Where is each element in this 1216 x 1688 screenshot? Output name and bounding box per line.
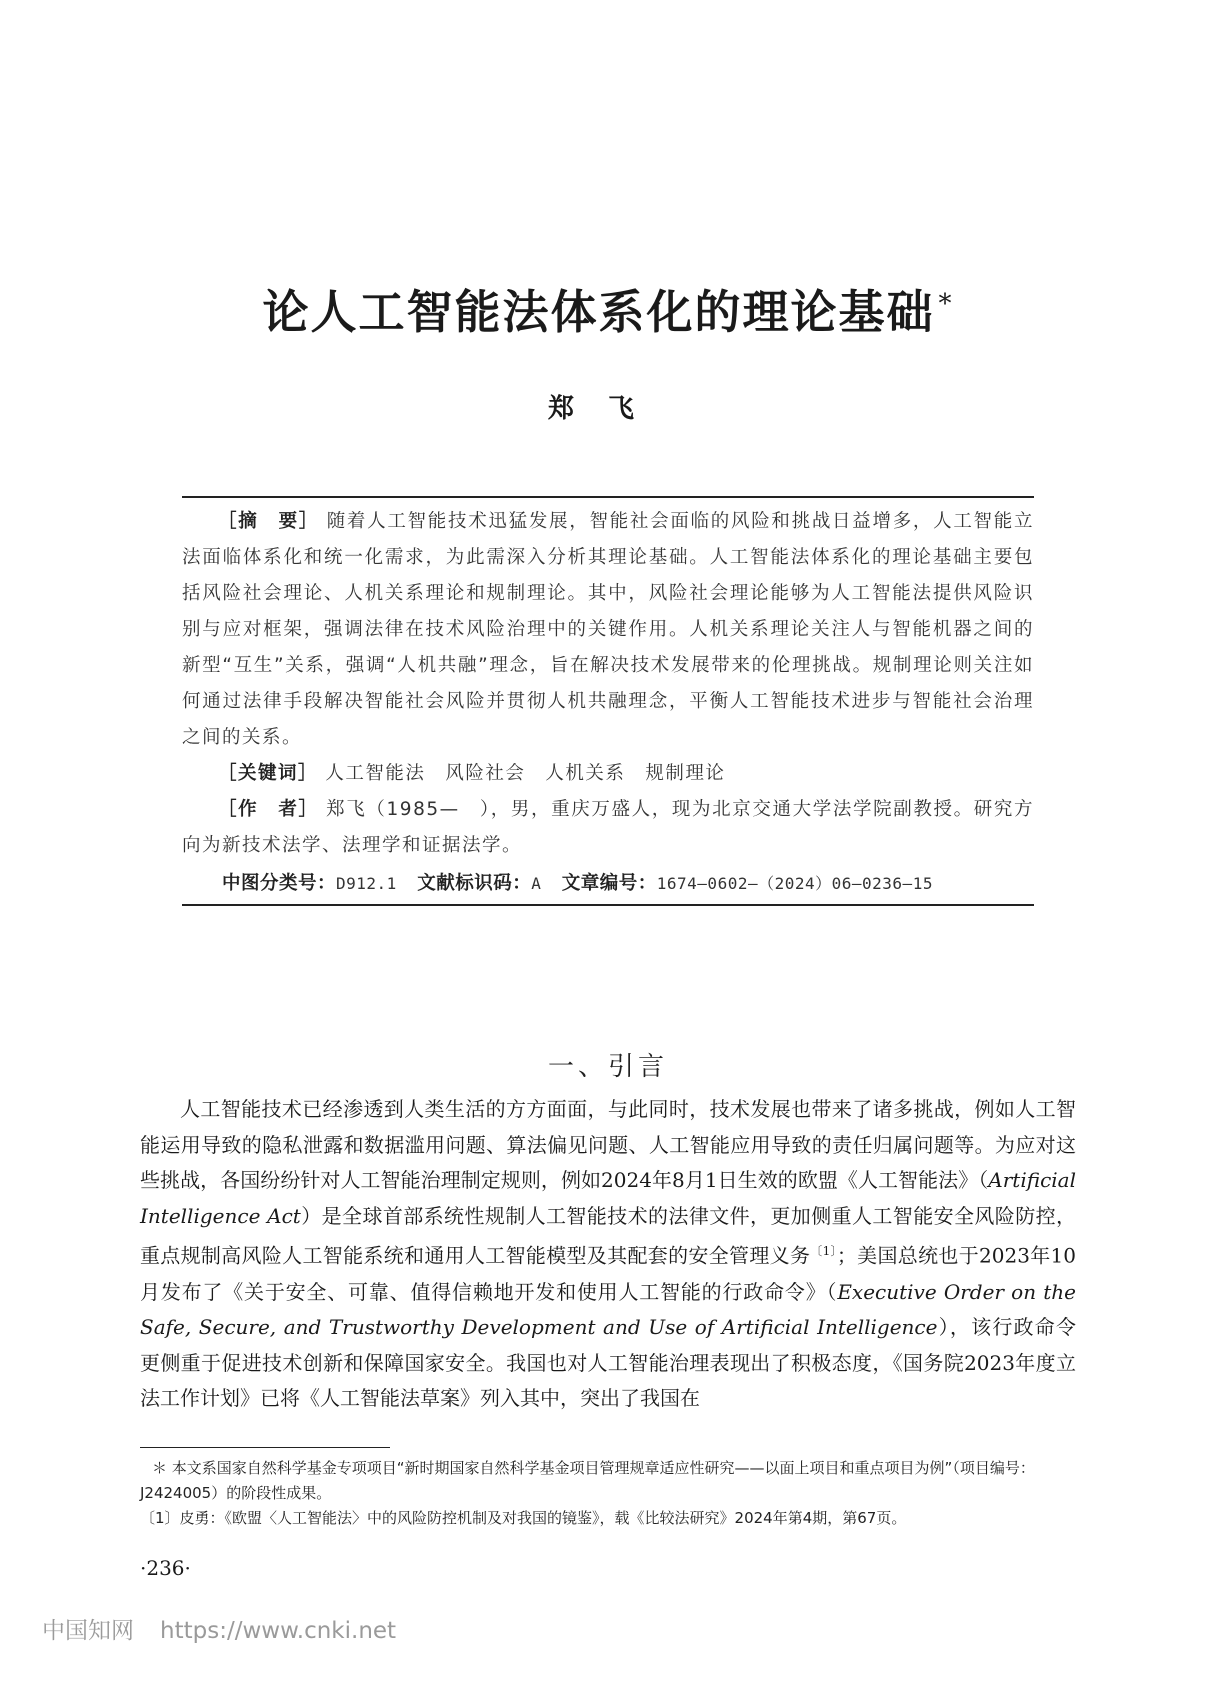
eu-act-title: Artificial Intelligence Act (140, 1168, 1076, 1228)
footnotes (140, 1456, 1076, 1531)
author-info-text: 郑飞（1985— ），男，重庆万盛人，现为北京交通大学法学院副教授。研究方向为新技术法学、法理学和证据法学。 (182, 799, 1034, 856)
footnote-1: 〔1〕皮勇：《欧盟〈人工智能法〉中的风险防控机制及对我国的镜鉴》，载《比较法研究》2024年第4期，第67页。 (140, 1509, 907, 1527)
body-paragraph (140, 1092, 1076, 1417)
classification-line (182, 866, 1034, 902)
page-number: ·236· (140, 1556, 191, 1580)
body-text-run: ；美国总统也于2023年10月发布了《关于安全、可靠、值得信赖地开发和使用人工智能的行政命令》（ (140, 1244, 1077, 1304)
abstract-top-rule (182, 496, 1034, 498)
watermark (42, 1612, 396, 1645)
body-text-run: ）是全球首部系统性规制人工智能技术的法律文件，更加侧重人工智能安全风险防控，重点规制高风险人工智能系统和通用人工智能模型及其配套的安全管理义务 (140, 1203, 1076, 1269)
body-text-run: 人工智能技术已经渗透到人类生活的方方面面，与此同时，技术发展也带来了诸多挑战，例如人工智能运用导致的隐私泄露和数据滥用问题、算法偏见问题、人工智能应用导致的责任归属问题等。为应对这些挑战，各国纷纷针对人工智能治理制定规则，例如2024年8月1日生效的欧盟《人工智能法》（ (140, 1097, 1076, 1193)
author-info-label: ［作 者］ (218, 799, 319, 820)
doc-code-label: 文献标识码： (417, 873, 532, 894)
footnote-ref: 〔1〕 (810, 1244, 837, 1259)
clc-label: 中图分类号： (222, 873, 337, 894)
body-text (140, 1092, 1076, 1417)
abstract-paragraph (182, 504, 1034, 756)
section-heading: 一、引言 (547, 1052, 668, 1082)
doc-code-value: A (531, 874, 542, 893)
us-order-title: Executive Order on the Safe, Secure, and Trustworthy Development and Use of Artificial Intelligence (140, 1279, 1076, 1340)
author-name: 郑飞 (547, 394, 668, 424)
clc-value: D912.1 (336, 874, 397, 893)
paper-title (0, 276, 1216, 342)
keywords-label: ［关键词］ (218, 763, 319, 784)
abstract-block (182, 504, 1034, 902)
abstract-text: 随着人工智能技术迅猛发展，智能社会面临的风险和挑战日益增多，人工智能立法面临体系化和统一化需求，为此需深入分析其理论基础。人工智能法体系化的理论基础主要包括风险社会理论、人机关系理论和规制理论。其中，风险社会理论能够为人工智能法提供风险识别与应对框架，强调法律在技术风险治理中的关键作用。人机关系理论关注人与智能机器之间的新型“互生”关系，强调“人机共融”理念，旨在解决技术发展带来的伦理挑战。规制理论则关注如何通过法律手段解决智能社会风险并贯彻人机共融理念，平衡人工智能技术进步与智能社会治理之间的关系。 (182, 511, 1034, 748)
paper-title-text: 论人工智能法体系化的理论基础 (262, 285, 935, 339)
keywords-text: 人工智能法 风险社会 人机关系 规制理论 (325, 763, 726, 784)
body-text-run: ），该行政命令更侧重于促进技术创新和保障国家安全。我国也对人工智能治理表现出了积极态度，《国务院2023年度立法工作计划》已将《人工智能法草案》列入其中，突出了我国在 (140, 1315, 1076, 1411)
abstract-bottom-rule (182, 904, 1034, 906)
keywords-line (182, 756, 1034, 792)
article-no-label: 文章编号： (561, 873, 657, 894)
footnote-rule (140, 1447, 390, 1448)
watermark-url: https://www.cnki.net (160, 1618, 397, 1644)
article-no-value: 1674—0602—（2024）06—0236—15 (656, 874, 933, 893)
watermark-brand: 中国知网 (42, 1618, 134, 1644)
title-footnote-mark: * (938, 288, 954, 319)
footnote-funding: ＊ 本文系国家自然科学基金专项项目“新时期国家自然科学基金项目管理规章适应性研究——以面上项目和重点项目为例”（项目编号：J2424005）的阶段性成果。 (140, 1459, 1035, 1502)
abstract-label: ［摘 要］ (218, 511, 320, 532)
author-info-paragraph (182, 792, 1034, 864)
